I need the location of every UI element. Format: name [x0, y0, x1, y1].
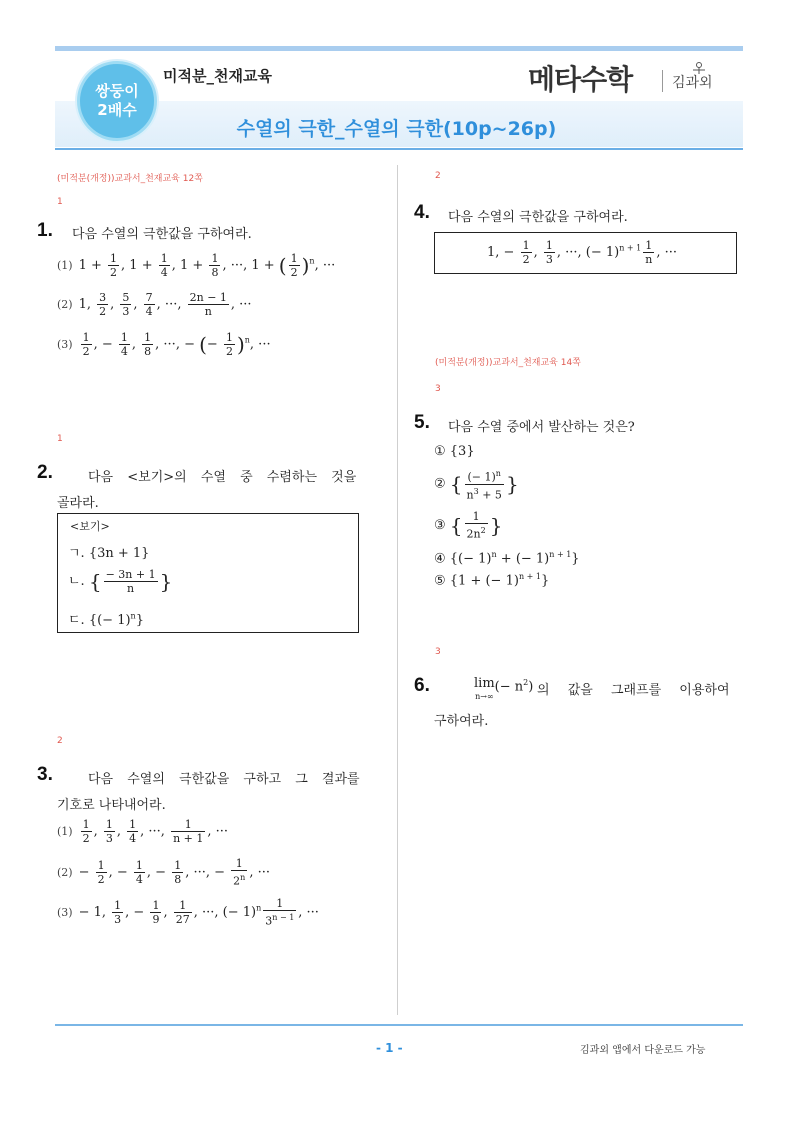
- q3-text-line1: 다음 수열의 극한값을 구하고 그 결과를: [88, 772, 360, 787]
- q2-number: 2.: [37, 462, 53, 483]
- q2-option-label-1: ㄱ.: [68, 546, 85, 561]
- logo-sub-text: 김과외: [672, 75, 713, 91]
- q6-number: 6.: [414, 675, 430, 696]
- q2-option-label-2: ㄴ.: [68, 574, 85, 589]
- q3-number: 3.: [37, 764, 53, 785]
- source-note-2: (미적분(개정))교과서_천재교육 14쪽: [435, 358, 581, 368]
- q4-text: 다음 수열의 극한값을 구하여라.: [448, 210, 628, 225]
- column-divider: [397, 165, 398, 1015]
- download-note: 김과외 앱에서 다운로드 가능: [580, 1045, 706, 1056]
- q3-text-line2: 기호로 나타내어라.: [57, 798, 166, 813]
- q5-number: 5.: [414, 412, 430, 433]
- q4-sequence: 1, − $\frac{1}{2}$ , $\frac{1}{3}$ , ···, (− 1)$^{n + 1}$ $\frac{1}{n}$ , ···: [487, 239, 677, 266]
- q5-choice-mark-3: ③: [434, 517, 446, 533]
- q2-option-2: ㄴ. { $\frac{- 3n + 1}{n}$ }: [68, 568, 173, 595]
- page-title: 수열의 극한_수열의 극한(10p~26p): [236, 118, 557, 140]
- q5-choice-5: ⑤ {1 + (− 1)$^{n + 1}$}: [434, 572, 550, 589]
- q5-choice-1: ① {3}: [434, 444, 475, 459]
- badge-line2: 2배수: [97, 101, 137, 119]
- logo-text: 메타수학: [528, 63, 633, 96]
- q5-choice-mark-4: ④: [434, 551, 446, 567]
- q4-level: 2: [435, 171, 441, 181]
- logo-separator: [662, 70, 663, 92]
- q3-item-1: (1) $\frac{1}{2}$ , $\frac{1}{3}$ , $\frac{1}{4}$ , ···, $\frac{1}{n + 1}$ , ···: [57, 818, 229, 845]
- footer-line: [55, 1024, 743, 1026]
- brand-logo: [528, 58, 632, 98]
- header-top-bar: [55, 46, 743, 51]
- q5-level: 3: [435, 384, 441, 394]
- q5-text: 다음 수열 중에서 발산하는 것은?: [448, 420, 635, 435]
- q5-choice-mark-2: ②: [434, 476, 446, 492]
- badge-line1: 쌍둥이: [95, 82, 139, 100]
- q5-choice-3: ③ { $\frac{1}{2n^2}$ }: [434, 510, 503, 541]
- q2-level: 1: [57, 434, 63, 444]
- q1-item-1: (1) 1 + $\frac{1}{2}$ , 1 + $\frac{1}{4}$ , 1 + $\frac{1}{8}$ , ···, 1 + ( $\frac{1}{2}$ )$^n$, ···: [57, 252, 336, 279]
- q1-item-3: (3) $\frac{1}{2}$ , − $\frac{1}{4}$ , $\frac{1}{8}$ , ···, − (− $\frac{1}{2}$ )$^n$, ···: [57, 331, 271, 358]
- q3-item-2: (2) − $\frac{1}{2}$ , − $\frac{1}{4}$ , − $\frac{1}{8}$ , ···, − $\frac{1}{2^n}$ , ···: [57, 857, 270, 888]
- q1-label-1: (1): [57, 259, 73, 272]
- q6-level: 3: [435, 647, 441, 657]
- q2-text-line2: 골라라.: [57, 496, 99, 511]
- q1-number: 1.: [37, 220, 53, 241]
- header-underline: [55, 148, 743, 150]
- q5-choice-4: ④ {(− 1)$^n$ + (− 1)$^{n + 1}$}: [434, 550, 580, 567]
- q1-item-2: (2) 1, $\frac{3}{2}$ , $\frac{5}{3}$ , $\frac{7}{4}$ , ···, $\frac{2n - 1}{n}$ , ···: [57, 291, 252, 318]
- q2-option-3: ㄷ. {(− 1)$^n$}: [68, 611, 144, 628]
- page-number: - 1 -: [376, 1041, 403, 1055]
- q1-label-2: (2): [57, 298, 73, 311]
- q3-label-1: (1): [57, 825, 73, 838]
- q3-label-3: (3): [57, 905, 73, 919]
- q5-choice-mark-5: ⑤: [434, 573, 446, 589]
- q1-text: 다음 수열의 극한값을 구하여라.: [72, 227, 252, 242]
- subject-label: 미적분_천재교육: [163, 67, 272, 85]
- q4-number: 4.: [414, 202, 430, 223]
- q3-label-2: (2): [57, 865, 73, 879]
- source-note: (미적분(개정))교과서_천재교육 12쪽: [57, 174, 203, 184]
- q1-level: 1: [57, 197, 63, 207]
- q2-example-box: [57, 513, 359, 633]
- q2-option-label-3: ㄷ.: [68, 613, 85, 628]
- q1-label-3: (3): [57, 338, 73, 351]
- q2-text-line1: 다음 <보기>의 수열 중 수렴하는 것을: [88, 470, 357, 485]
- q6-text: 의 값을 그래프를 이용하여: [537, 683, 730, 698]
- q5-choice-2: ② { $\frac{(- 1)^n}{n^3 + 5}$ }: [434, 469, 519, 502]
- q6-text-line2: 구하여라.: [434, 714, 489, 729]
- q5-choice-mark-1: ①: [434, 444, 446, 459]
- q6-limit-expression: lim $n\to\infty(- n^2)$: [474, 676, 534, 701]
- q3-level: 2: [57, 736, 63, 746]
- q2-box-title: <보기>: [70, 520, 110, 533]
- q2-option-1: ㄱ. {3n + 1}: [68, 546, 150, 561]
- q3-item-3: (3) − 1, $\frac{1}{3}$ , − $\frac{1}{9}$ , $\frac{1}{27}$ , ···, (− 1)$^n$ $\frac{1}{3^{n - 1}}$ , ···: [57, 897, 319, 928]
- q4-sequence-box: [434, 232, 737, 274]
